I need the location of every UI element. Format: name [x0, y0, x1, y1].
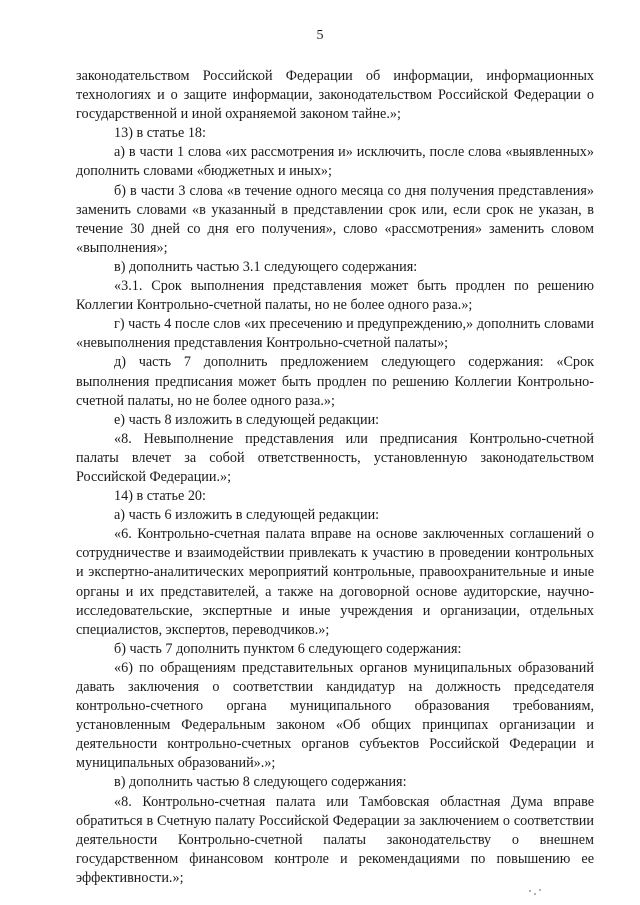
document-body	[76, 67, 594, 888]
paragraph: в) дополнить частью 3.1 следующего содержания:	[114, 258, 418, 275]
paragraph: 14) в статье 20:	[114, 488, 206, 505]
paragraph: «6) по обращениям представительных органов муниципальных образований давать заключения о соответствии кандидатур на должность председателя контрольно-счетного органа муниципального образования требованиям, установленным Федеральным законом «Об общих принципах организации и деятельности контрольно-счетных органов субъектов Российской Федерации и муниципальных образований».»;	[76, 659, 594, 772]
page-number: 5	[316, 28, 324, 43]
paragraph: г) часть 4 после слов «их пресечению и предупреждению,» дополнить словами «невыполнения представления Контрольно-счетной палаты»;	[76, 316, 594, 352]
paragraph: а) в части 1 слова «их рассмотрения и» исключить, после слова «выявленных» дополнить словами «бюджетных и иных»;	[76, 144, 594, 180]
paragraph: в) дополнить частью 8 следующего содержания:	[114, 774, 407, 791]
paragraph: «6. Контрольно-счетная палата вправе на основе заключенных соглашений о сотрудничестве и взаимодействии привлекать к участию в проведении контрольных и экспертно-аналитических мероприятий контрольные, правоохранительные и иные органы и их представителей, а также на договорной основе аудиторские, научно-исследовательские, экспертные и иные учреждения и организации, отдельных специалистов, экспертов, переводчиков.»;	[76, 526, 594, 638]
paragraph: «8. Контрольно-счетная палата или Тамбовская областная Дума вправе обратиться в Счетную палату Российской Федерации за заключением о соответствии деятельности Контрольно-счетной палаты законодательству о внешнем государственном финансовом контроле и рекомендациями по повышению ее эффективности.»;	[76, 793, 594, 886]
paragraph: б) в части 3 слова «в течение одного месяца со дня получения представления» заменить словами «в указанный в представлении срок или, если срок не указан, в течение 30 дней со дня его получения», слово «рассмотрения» заменить словом «выполнения»;	[76, 182, 594, 256]
paragraph: а) часть 6 изложить в следующей редакции:	[114, 507, 380, 524]
paragraph: е) часть 8 изложить в следующей редакции:	[114, 411, 380, 428]
paragraph: б) часть 7 дополнить пунктом 6 следующего содержания:	[114, 640, 462, 657]
paragraph: 13) в статье 18:	[114, 125, 206, 142]
paragraph: «3.1. Срок выполнения представления может быть продлен по решению Коллегии Контрольно-счетной палаты, но не более одного раза.»;	[76, 278, 594, 314]
paragraph: «8. Невыполнение представления или предписания Контрольно-счетной палаты влечет за собой ответственность, установленную законодательством Российской Федерации.»;	[76, 430, 594, 485]
paragraph: д) часть 7 дополнить предложением следующего содержания: «Срок выполнения предписания может быть продлен по решению Коллегии Контрольно-счетной палаты, но не более одного раза.»;	[76, 354, 594, 409]
scan-mark	[525, 888, 565, 898]
paragraph: законодательством Российской Федерации об информации, информационных технологиях и о защите информации, законодательством Российской Федерации о государственной и иной охраняемой законом тайне.»;	[76, 68, 594, 123]
